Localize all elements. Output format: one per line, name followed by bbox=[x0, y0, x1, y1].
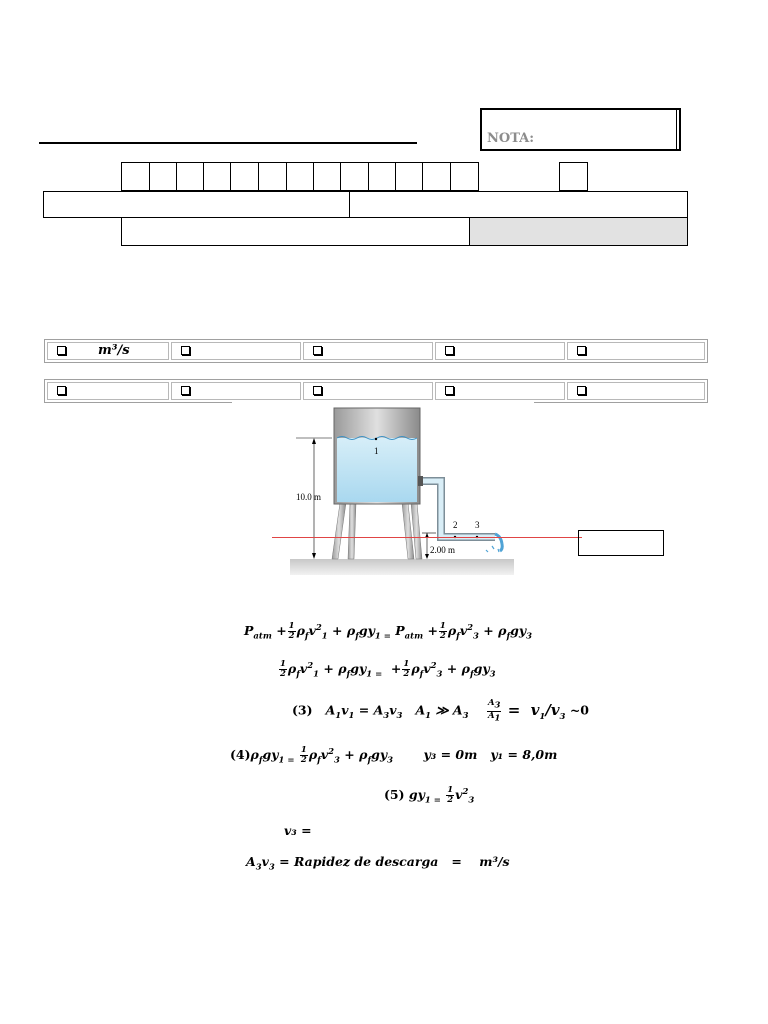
id-digit-box[interactable] bbox=[368, 162, 396, 191]
eq3-tail: ~0 bbox=[569, 702, 589, 718]
id-digit-box[interactable] bbox=[258, 162, 287, 191]
ground bbox=[290, 559, 514, 575]
checkbox-icon[interactable] bbox=[57, 346, 66, 355]
checkbox-icon[interactable] bbox=[57, 386, 66, 395]
option-cell[interactable] bbox=[567, 382, 705, 400]
id-digit-box[interactable] bbox=[176, 162, 204, 191]
id-digit-box[interactable] bbox=[395, 162, 423, 191]
option-cell[interactable] bbox=[171, 382, 301, 400]
option-cell[interactable] bbox=[303, 382, 433, 400]
answer-box[interactable] bbox=[578, 530, 664, 556]
discharge-unit: m³/s bbox=[479, 854, 510, 869]
grade-box[interactable] bbox=[480, 108, 681, 151]
course-field-shaded bbox=[469, 217, 688, 246]
id-digit-box[interactable] bbox=[313, 162, 341, 191]
name-field-left[interactable] bbox=[43, 191, 350, 218]
height-label: 10.0 m bbox=[296, 492, 322, 502]
eq3-label: (3) bbox=[292, 702, 313, 718]
checkbox-icon[interactable] bbox=[313, 386, 322, 395]
option-text: m³/s bbox=[98, 343, 130, 358]
eq4-y1: y₁ = 8,0m bbox=[490, 747, 558, 762]
course-field[interactable] bbox=[121, 217, 470, 246]
point-label-3: 3 bbox=[475, 520, 480, 530]
checkbox-icon[interactable] bbox=[181, 386, 190, 395]
eq5-label: (5) bbox=[384, 787, 405, 802]
arrow-down-icon bbox=[425, 554, 429, 559]
id-digit-box[interactable] bbox=[286, 162, 314, 191]
point-label-2: 2 bbox=[453, 520, 458, 530]
option-cell[interactable] bbox=[435, 382, 565, 400]
option-cell[interactable] bbox=[435, 342, 565, 360]
checkbox-icon[interactable] bbox=[577, 386, 586, 395]
energy-equation-5: (5) $gy_{1 =}$ $\frac{1}{2}$ $v^2_3$ bbox=[384, 785, 475, 806]
tank-figure bbox=[270, 400, 520, 580]
arrow-up-icon bbox=[312, 438, 316, 444]
bernoulli-equation-2: $\frac{1}{2}$ $\rho_fv^2_1 + \rho_fgy_{1 =}$ + $\frac{1}{2}$ $\rho_fv^2_3 + \rho_fgy_3$ bbox=[280, 659, 496, 680]
option-cell[interactable] bbox=[47, 382, 169, 400]
pipe-fitting bbox=[418, 476, 423, 486]
checkbox-icon[interactable] bbox=[313, 346, 322, 355]
pipe-inner bbox=[420, 481, 495, 537]
id-digit-box[interactable] bbox=[121, 162, 150, 191]
v3-label: v₃ = bbox=[284, 823, 312, 838]
option-cell[interactable] bbox=[171, 342, 301, 360]
option-cell[interactable] bbox=[303, 342, 433, 360]
pipe-height-label: 2.00 m bbox=[430, 545, 456, 555]
point-label-1: 1 bbox=[374, 446, 379, 456]
checkbox-icon[interactable] bbox=[577, 346, 586, 355]
name-field-right[interactable] bbox=[349, 191, 688, 218]
checkbox-icon[interactable] bbox=[445, 346, 454, 355]
point-1-marker bbox=[375, 438, 377, 440]
option-cell[interactable] bbox=[47, 342, 169, 360]
bernoulli-equation-1: $P_{atm}$ + $\frac{1}{2}$ $\rho_fv^2_1 + \rho_fgy_{1 =}$ $P_{atm}$ + $\frac{1}{2}$ $\rho_fv^2_3 + \rho_fgy_3$ bbox=[244, 621, 533, 642]
pipe bbox=[420, 481, 495, 537]
option-cell[interactable] bbox=[567, 342, 705, 360]
id-digit-box[interactable] bbox=[203, 162, 231, 191]
id-digit-box[interactable] bbox=[149, 162, 177, 191]
v3-result bbox=[284, 823, 312, 838]
version-box[interactable] bbox=[559, 162, 588, 191]
continuity-equation: (3) $A_1v_1 = A_3v_3$ $A_1$ ≫ $A_3$ $\frac{A_3}{A_1}$ = $v_1/v_3$ ~0 bbox=[292, 698, 589, 724]
id-digit-box[interactable] bbox=[230, 162, 259, 191]
id-digit-box[interactable] bbox=[422, 162, 451, 191]
discharge-equation: $A_3v_3$ = Rapidez de descarga = m³/s bbox=[246, 854, 510, 873]
energy-equation-4: $(4)\rho_fgy_{1 =}$ $\frac{1}{2}$ $\rho_fv^2_3 + \rho_fgy_3$ y₃ = 0m y₁ = 8,0m bbox=[230, 745, 558, 766]
options-row-1 bbox=[44, 339, 708, 363]
id-digit-box[interactable] bbox=[340, 162, 369, 191]
id-digit-box[interactable] bbox=[450, 162, 479, 191]
eq4-y3: y₃ = 0m bbox=[423, 747, 478, 762]
tank-leg bbox=[332, 503, 346, 559]
discharge-text: Rapidez de descarga bbox=[294, 854, 439, 869]
water-drops bbox=[486, 546, 499, 552]
checkbox-icon[interactable] bbox=[181, 346, 190, 355]
arrow-down-icon bbox=[312, 553, 316, 559]
reference-line bbox=[272, 537, 582, 538]
tank-leg bbox=[348, 503, 356, 559]
eq4-label: (4) bbox=[230, 747, 251, 762]
checkbox-icon[interactable] bbox=[445, 386, 454, 395]
name-line bbox=[39, 142, 417, 144]
grade-label: NOTA: bbox=[487, 131, 535, 146]
